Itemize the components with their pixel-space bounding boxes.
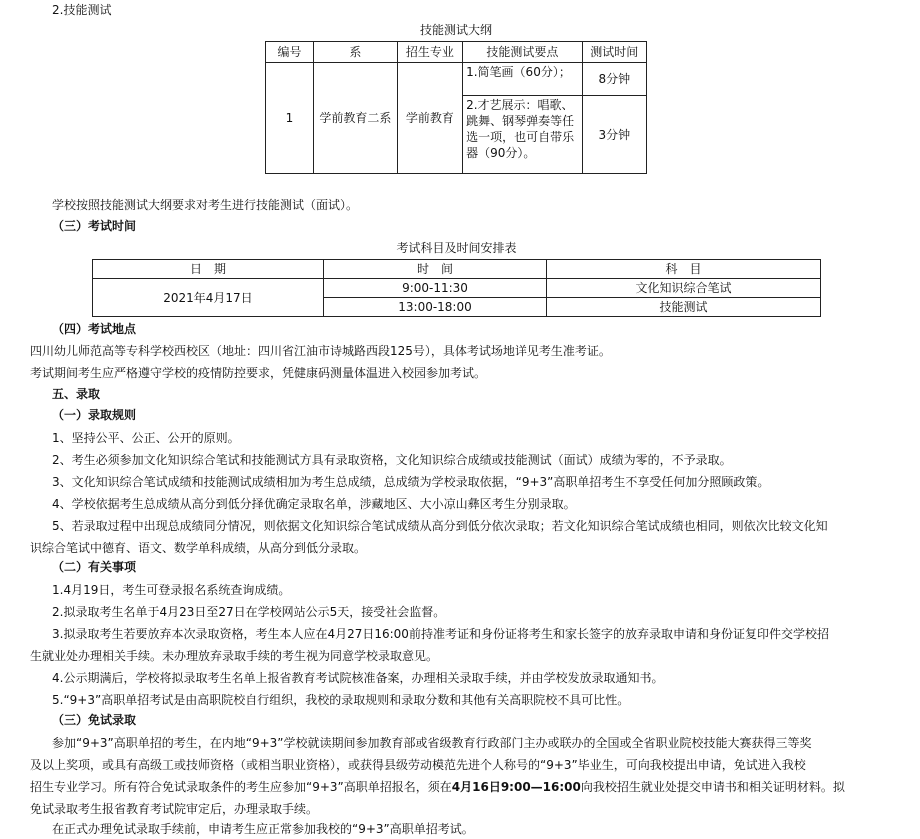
place-heading: （四）考试地点 — [52, 322, 137, 336]
matter-line: 3.拟录取考生若要放弃本次录取资格，考生本人应在4月27日16:00前持准考证和身份证将考生和家长签字的放弃录取申请和身份证复印件交学校招 — [52, 627, 829, 641]
rule-line: 5、若录取过程中出现总成绩同分情况，则依据文化知识综合笔试成绩从高分到低分依次录取；若文化知识综合笔试成绩也相同，则依次比较文化知 — [52, 519, 828, 533]
rule-line: 4、学校依据考生总成绩从高分到低分择优确定录取名单，涉藏地区、大小凉山彝区考生分别录取。 — [52, 497, 576, 511]
place-text: 四川幼儿师范高等专科学校西校区（地址：四川省江油市诗城路西段125号），具体考试场地详见考生准考证。 — [30, 344, 611, 358]
cell-time: 3分钟 — [582, 96, 646, 174]
place-note: 考试期间考生应严格遵守学校的疫情防控要求，凭健康码测量体温进入校园参加考试。 — [30, 366, 487, 380]
exempt-line: 及以上奖项，或具有高级工或技师资格（或相当职业资格），或获得县级劳动模范先进个人称号的“9+3”毕业生，可向我校提出申请，免试进入我校 — [30, 758, 806, 772]
skill-test-table — [265, 41, 647, 174]
admission-heading: 五、录取 — [52, 387, 101, 401]
matter-line: 2.拟录取考生名单于4月23日至27日在学校网站公示5天，接受社会监督。 — [52, 605, 446, 619]
exempt-line: 免试录取考生报省教育考试院审定后，办理录取手续。 — [30, 802, 319, 816]
cell-subject: 文化知识综合笔试 — [547, 279, 821, 298]
cell-no: 1 — [266, 63, 314, 174]
cell-time: 8分钟 — [582, 63, 646, 96]
exempt-text: 招生专业学习。所有符合免试录取条件的考生应参加“9+3”高职单招报名，须在 — [30, 780, 452, 794]
table-row — [93, 279, 821, 298]
rule-line: 1、坚持公平、公正、公开的原则。 — [52, 431, 240, 445]
exempt-heading: （三）免试录取 — [52, 713, 137, 727]
rule-line: 识综合笔试中德育、语文、数学单科成绩，从高分到低分录取。 — [30, 541, 367, 555]
exam-time-heading: （三）考试时间 — [52, 219, 137, 233]
header-subject: 科 目 — [547, 260, 821, 279]
exempt-line — [30, 779, 845, 795]
header-major: 招生专业 — [397, 42, 462, 63]
table-row — [266, 63, 647, 96]
header-no: 编号 — [266, 42, 314, 63]
exempt-text: 向我校招生就业处提交申请书和相关证明材料。拟 — [580, 780, 845, 794]
header-time: 时 间 — [323, 260, 546, 279]
header-test-time: 测试时间 — [582, 42, 646, 63]
matter-line: 1.4月19日，考生可登录报名系统查询成绩。 — [52, 583, 291, 597]
exempt-line: 参加“9+3”高职单招的考生，在内地“9+3”学校就读期间参加教育部或省级教育行政部门主办或联办的全国或全省职业院校技能大赛获得三等奖 — [52, 736, 812, 750]
header-date: 日 期 — [93, 260, 324, 279]
skill-table-header-row — [266, 42, 647, 63]
cell-point: 1.简笔画（60分）； — [463, 63, 583, 96]
matter-line: 4.公示期满后，学校将拟录取考生名单上报省教育考试院核准备案，办理相关录取手续，并由学校发放录取通知书。 — [52, 671, 664, 685]
header-test-points: 技能测试要点 — [463, 42, 583, 63]
cell-department: 学前教育二系 — [314, 63, 398, 174]
rules-heading: （一）录取规则 — [52, 408, 137, 422]
skill-note: 学校按照技能测试大纲要求对考生进行技能测试（面试）。 — [52, 198, 359, 212]
section-heading-skill-test: 2.技能测试 — [52, 3, 112, 17]
matters-heading: （二）有关事项 — [52, 560, 137, 574]
cell-time: 9:00-11:30 — [323, 279, 546, 298]
cell-major: 学前教育 — [397, 63, 462, 174]
exempt-line: 在正式办理免试录取手续前，申请考生应正常参加我校的“9+3”高职单招考试。 — [52, 822, 474, 836]
skill-table-caption: 技能测试大纲 — [419, 23, 492, 37]
cell-date: 2021年4月17日 — [93, 279, 324, 317]
rule-line: 3、文化知识综合笔试成绩和技能测试成绩相加为考生总成绩，总成绩为学校录取依据，“9+3”高职单招考生不享受任何加分照顾政策。 — [52, 475, 770, 489]
cell-subject: 技能测试 — [547, 298, 821, 317]
matter-line: 5.“9+3”高职单招考试是由高职院校自行组织，我校的录取规则和录取分数和其他有关高职院校不具可比性。 — [52, 693, 630, 707]
rule-line: 2、考生必须参加文化知识综合笔试和技能测试方具有录取资格，文化知识综合成绩或技能测试（面试）成绩为零的，不予录取。 — [52, 453, 732, 467]
cell-point: 2.才艺展示：唱歌、跳舞、钢琴弹奏等任选一项，也可自带乐器（90分）。 — [463, 96, 583, 174]
exam-schedule-table — [92, 259, 821, 317]
cell-time: 13:00-18:00 — [323, 298, 546, 317]
schedule-header-row — [93, 260, 821, 279]
matter-line: 生就业处办理相关手续。未办理放弃录取手续的考生视为同意学校录取意见。 — [30, 649, 439, 663]
exempt-deadline: 4月16日9:00—16:00 — [451, 780, 581, 794]
schedule-table-caption: 考试科目及时间安排表 — [396, 241, 517, 255]
header-department: 系 — [314, 42, 398, 63]
